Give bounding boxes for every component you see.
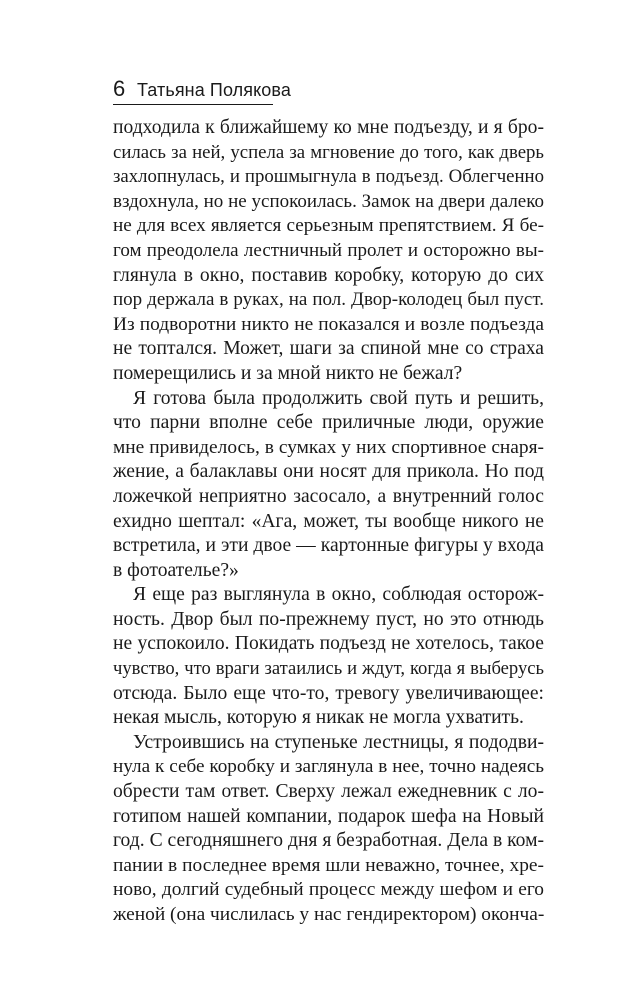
- text-line: захлопнулась, и прошмыгнула в подъезд. Облегченно: [113, 166, 544, 188]
- text-line: ново, долгий судебный процесс между шефом и его: [113, 879, 544, 901]
- paragraph-end-line: в фотоателье?»: [113, 559, 239, 581]
- text-line: встретила, и эти двое — картонные фигуры у входа: [113, 535, 544, 557]
- text-line: обрести там ответ. Сверху лежал ежедневник с ло-: [113, 781, 544, 803]
- page-number: 6: [113, 76, 126, 101]
- text-line: ложечкой неприятно засосало, а внутренний голос: [113, 485, 544, 507]
- text-line: силась за ней, успела за мгновение до того, как дверь: [113, 141, 544, 163]
- text-line: ность. Двор был по-прежнему пуст, но это отнюдь: [113, 608, 544, 630]
- text-line: пании в последнее время шли неважно, точнее, хре-: [113, 854, 544, 876]
- text-line: год. С сегодняшнего дня я безработная. Дела в ком-: [113, 830, 544, 852]
- text-line: ехидно шептал: «Ага, может, ты вообще никого не: [113, 510, 544, 532]
- text-line: пор держала в руках, на пол. Двор-колодец был пуст.: [113, 289, 544, 311]
- text-line: женой (она числилась у нас гендиректором) оконча-: [113, 904, 545, 925]
- text-line: жение, а балаклавы они носят для прикола. Но под: [113, 461, 544, 483]
- text-line: чувство, что враги затаились и ждут, когда я выберусь: [113, 658, 544, 680]
- paragraph-end-line: померещились и за мной никто не бежал?: [113, 362, 463, 384]
- text-line: мне привиделось, в сумках у них спортивное снаря-: [113, 436, 544, 458]
- body-text: [113, 116, 544, 928]
- text-line: не для всех является серьезным препятствием. Я бе-: [113, 215, 544, 237]
- text-line: не успокоило. Покидать подъезд не хотелось, такое: [113, 633, 544, 655]
- running-head-author: Татьяна Полякова: [137, 80, 291, 100]
- paragraph-first-line: Я еще раз выглянула в окно, соблюдая осторож-: [133, 584, 544, 606]
- header-rule: [113, 104, 273, 105]
- text-line: Из подворотни никто не показался и возле подъезда: [113, 313, 544, 335]
- text-line: подходила к ближайшему ко мне подъезду, и я бро-: [113, 117, 544, 138]
- paragraph-first-line: Устроившись на ступеньке лестницы, я пододви-: [133, 731, 544, 753]
- text-line: нула к себе коробку и заглянула в нее, точно надеясь: [113, 756, 544, 778]
- text-line: глянула в окно, поставив коробку, которую до сих: [113, 264, 544, 286]
- paragraph-end-line: некая мысль, которую я никак не могла ухватить.: [113, 707, 524, 729]
- text-line: что парни вполне себе приличные люди, оружие: [113, 412, 544, 434]
- text-line: готипом нашей компании, подарок шефа на Новый: [113, 805, 544, 827]
- page-header: [113, 76, 543, 106]
- paragraph-first-line: Я готова была продолжить свой путь и решить,: [133, 387, 544, 409]
- text-line: отсюда. Было еще что-то, тревогу увеличивающее:: [113, 682, 544, 704]
- text-line: гом преодолела лестничный пролет и осторожно вы-: [113, 239, 544, 261]
- text-line: не топтался. Может, шаги за спиной мне со страха: [113, 338, 544, 360]
- text-line: вздохнула, но не успокоилась. Замок на двери далеко: [113, 190, 544, 212]
